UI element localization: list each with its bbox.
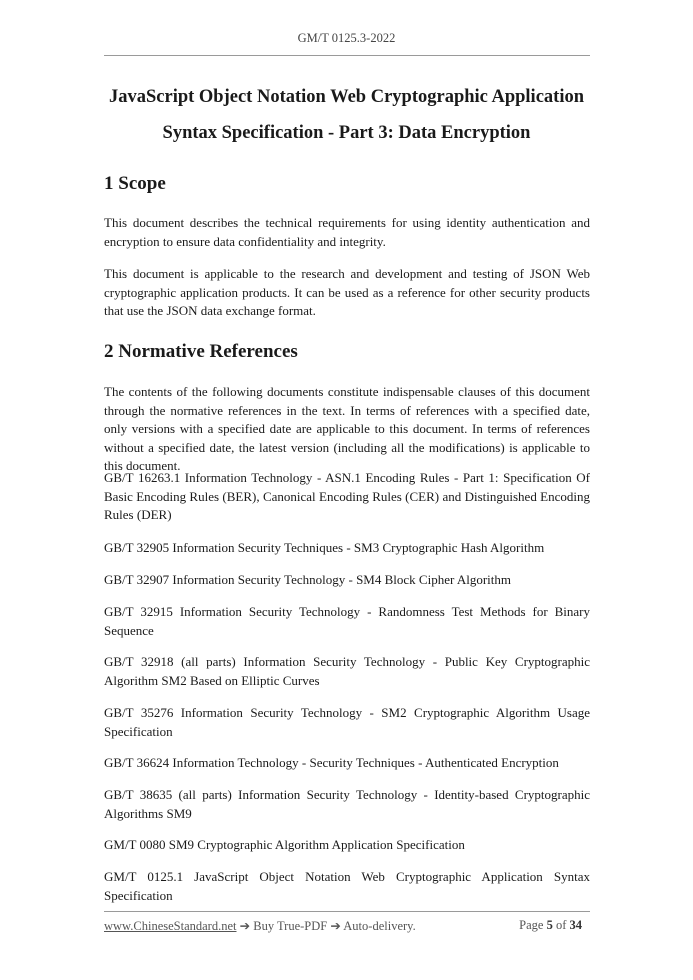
reference-item: GB/T 32918 (all parts) Information Security Technology - Public Key Cryptographic Algorithm SM2 Based on Elliptic Curves	[104, 654, 590, 688]
scope-paragraph-2: This document is applicable to the research and development and testing of JSON Web cryptographic application products. It can be used as a reference for other security products that use the JSON data exchange format.	[104, 266, 590, 318]
buy-true-pdf-text: Buy True-PDF	[253, 919, 328, 933]
scope-heading: 1 Scope	[104, 173, 166, 194]
normative-references-heading: 2 Normative References	[104, 341, 298, 362]
page-number	[519, 918, 582, 933]
scope-paragraph-1: This document describes the technical requirements for using identity authentication and encryption to ensure data confidentiality and integrity.	[104, 215, 590, 249]
page-footer	[104, 918, 590, 934]
title-line-2: Syntax Specification - Part 3: Data Encryption	[162, 123, 531, 143]
reference-item: GM/T 0080 SM9 Cryptographic Algorithm Application Specification	[104, 837, 465, 852]
reference-item: GB/T 35276 Information Security Technology - SM2 Cryptographic Algorithm Usage Specification	[104, 705, 590, 739]
current-page: 5	[546, 918, 553, 932]
document-title	[80, 79, 613, 151]
reference-item: GB/T 32905 Information Security Techniques - SM3 Cryptographic Hash Algorithm	[104, 540, 545, 555]
reference-item: GB/T 36624 Information Technology - Security Techniques - Authenticated Encryption	[104, 755, 559, 770]
reference-item: GM/T 0125.1 JavaScript Object Notation Web Cryptographic Application Syntax Specification	[104, 869, 590, 903]
normative-intro: The contents of the following documents constitute indispensable clauses of this document through the normative references in the text. In terms of references with a specified date, only versions with a specified date are applicable to this document. In terms of references without a specified date, the latest version (including all the modifications) is applicable to this document.	[104, 384, 590, 473]
arrow-right-icon: ➔	[330, 919, 341, 933]
header-doc-code: GM/T 0125.3-2022	[297, 31, 396, 45]
reference-item: GB/T 38635 (all parts) Information Security Technology - Identity-based Cryptographic Algorithms SM9	[104, 787, 590, 821]
page-label: Page	[519, 918, 544, 932]
title-line-1: JavaScript Object Notation Web Cryptographic Application	[108, 87, 584, 107]
reference-item: GB/T 32907 Information Security Technology - SM4 Block Cipher Algorithm	[104, 572, 511, 587]
footer-rule	[104, 911, 590, 912]
reference-item: GB/T 16263.1 Information Technology - ASN.1 Encoding Rules - Part 1: Specification Of Basic Encoding Rules (BER), Canonical Encoding Rules (CER) and Distinguished Encoding Rules (DER)	[104, 470, 590, 522]
auto-delivery-text: Auto-delivery.	[343, 919, 416, 933]
header-rule	[104, 55, 590, 56]
total-pages: 34	[569, 918, 582, 932]
reference-item: GB/T 32915 Information Security Technology - Randomness Test Methods for Binary Sequence	[104, 604, 590, 638]
of-label: of	[555, 918, 567, 932]
arrow-right-icon: ➔	[239, 919, 251, 933]
site-link[interactable]: www.ChineseStandard.net	[104, 919, 237, 933]
